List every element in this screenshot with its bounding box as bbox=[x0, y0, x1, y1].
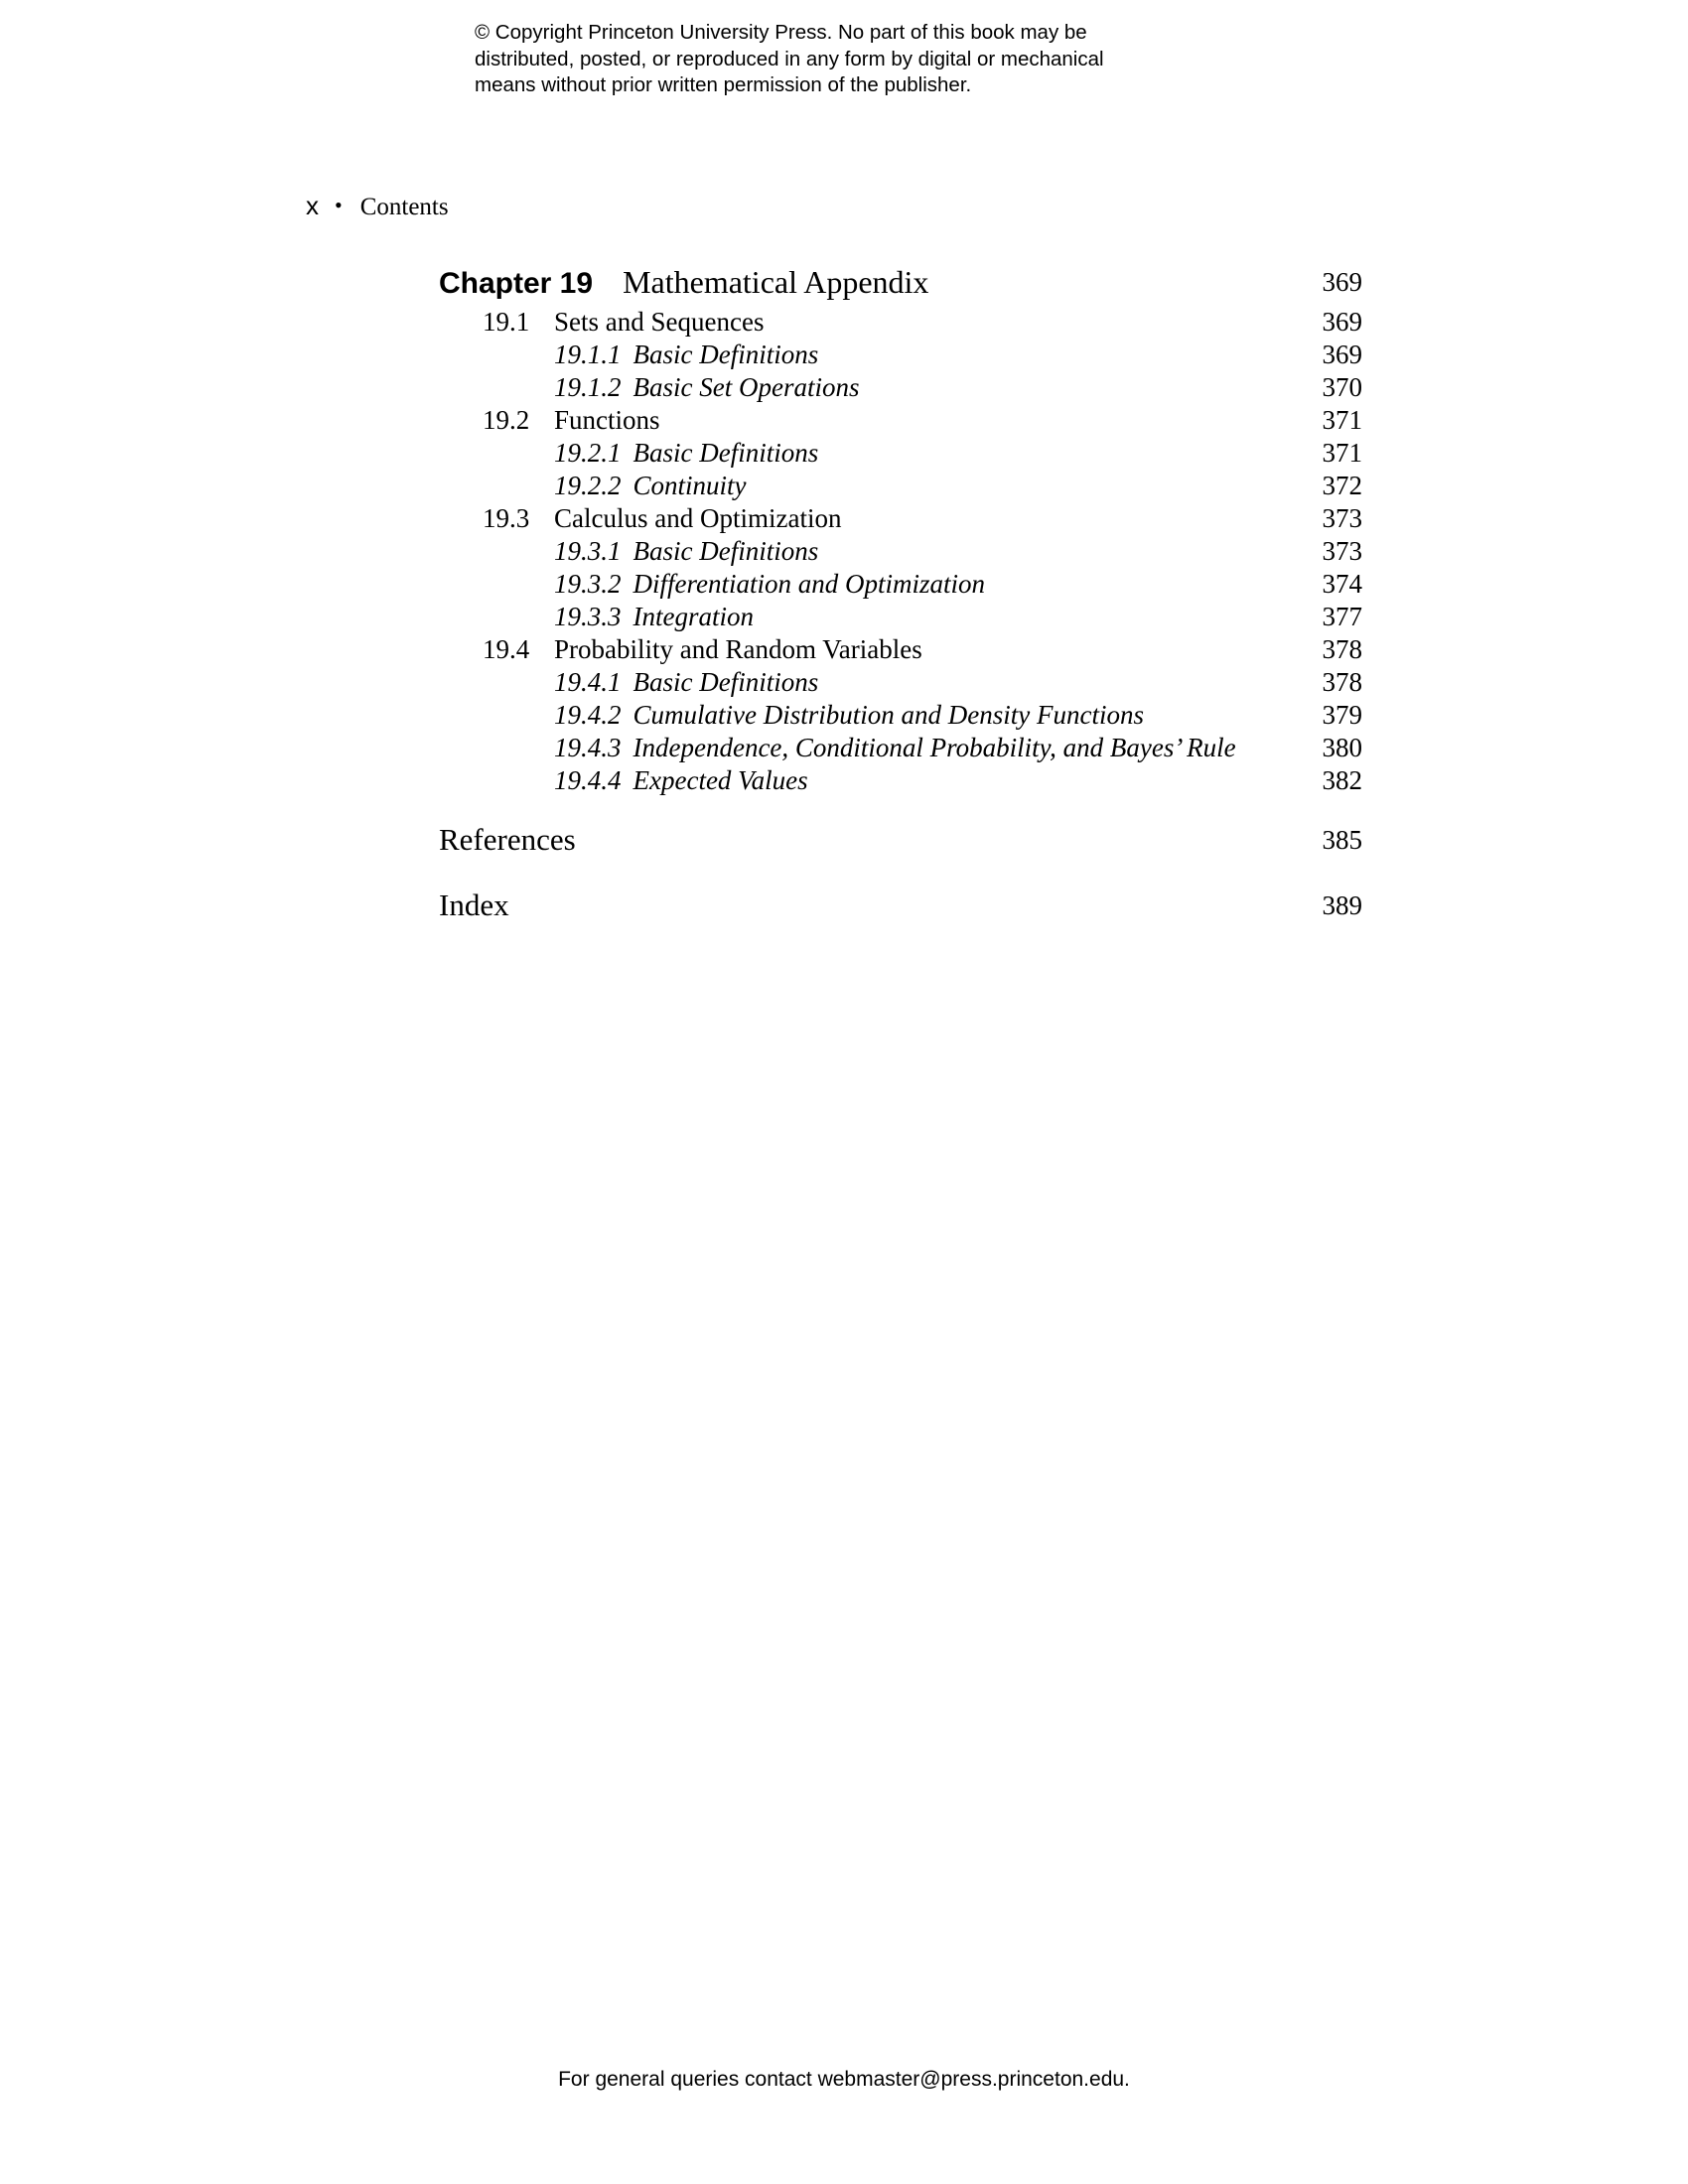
section-number: 19.3 bbox=[483, 503, 530, 533]
table-of-contents bbox=[439, 258, 1362, 926]
footer-contact-note: For general queries contact webmaster@press.princeton.edu. bbox=[558, 2068, 1130, 2091]
page-number: 372 bbox=[1322, 471, 1362, 500]
page-number: 373 bbox=[1322, 503, 1362, 533]
toc-subsection-entry[interactable] bbox=[439, 764, 1362, 797]
toc-subsection-entry[interactable] bbox=[439, 339, 1362, 371]
subsection-number: 19.2.2 bbox=[554, 471, 622, 500]
page-number: 378 bbox=[1322, 634, 1362, 664]
subsection-number: 19.4.4 bbox=[554, 765, 622, 795]
subsection-number: 19.4.2 bbox=[554, 700, 622, 730]
section-title: Probability and Random Variables bbox=[554, 634, 922, 664]
section-title: Functions bbox=[554, 405, 660, 435]
chapter-label: Chapter 19 bbox=[439, 267, 594, 300]
subsection-number: 19.2.1 bbox=[554, 438, 622, 468]
toc-subsection-entry[interactable] bbox=[439, 732, 1362, 764]
subsection-title: Basic Definitions bbox=[633, 438, 819, 468]
page-number: 389 bbox=[1322, 890, 1362, 920]
page-number: 371 bbox=[1322, 405, 1362, 435]
running-head bbox=[306, 191, 449, 222]
toc-subsection-entry[interactable] bbox=[439, 371, 1362, 404]
copyright-line: distributed, posted, or reproduced in any form by digital or mechanical bbox=[475, 47, 1104, 70]
page-number: 371 bbox=[1322, 438, 1362, 468]
section-number: 19.4 bbox=[483, 634, 530, 664]
subsection-title: Differentiation and Optimization bbox=[633, 569, 985, 599]
subsection-number: 19.4.1 bbox=[554, 667, 622, 697]
toc-section-entry[interactable] bbox=[439, 404, 1362, 437]
toc-references-entry[interactable] bbox=[439, 819, 1362, 861]
page-number: 378 bbox=[1322, 667, 1362, 697]
back-matter-title: Index bbox=[439, 887, 509, 922]
copyright-line: means without prior written permission of the publisher. bbox=[475, 73, 972, 96]
copyright-notice bbox=[475, 20, 1229, 99]
subsection-number: 19.4.3 bbox=[554, 733, 622, 762]
toc-subsection-entry[interactable] bbox=[439, 699, 1362, 732]
section-number: 19.1 bbox=[483, 307, 530, 337]
back-matter-title: References bbox=[439, 822, 576, 857]
page-number: 369 bbox=[1322, 307, 1362, 337]
subsection-title: Cumulative Distribution and Density Functions bbox=[633, 700, 1144, 730]
chapter-title: Mathematical Appendix bbox=[623, 264, 929, 300]
toc-chapter-entry[interactable] bbox=[439, 258, 1362, 306]
toc-section-entry[interactable] bbox=[439, 633, 1362, 666]
subsection-number: 19.3.3 bbox=[554, 602, 622, 631]
page-number: 385 bbox=[1322, 825, 1362, 855]
page-number: 380 bbox=[1322, 733, 1362, 762]
page-number: 377 bbox=[1322, 602, 1362, 631]
page-folio: x bbox=[306, 191, 319, 220]
running-head-label: Contents bbox=[359, 194, 449, 220]
page-number: 369 bbox=[1322, 267, 1362, 297]
page-number: 374 bbox=[1322, 569, 1362, 599]
subsection-number: 19.1.1 bbox=[554, 340, 622, 369]
page-number: 373 bbox=[1322, 536, 1362, 566]
subsection-number: 19.3.2 bbox=[554, 569, 622, 599]
subsection-title: Basic Definitions bbox=[633, 340, 819, 369]
toc-subsection-entry[interactable] bbox=[439, 535, 1362, 568]
subsection-title: Continuity bbox=[633, 471, 747, 500]
toc-section-entry[interactable] bbox=[439, 306, 1362, 339]
toc-subsection-entry[interactable] bbox=[439, 568, 1362, 601]
toc-section-entry[interactable] bbox=[439, 502, 1362, 535]
subsection-title: Basic Definitions bbox=[633, 667, 819, 697]
section-title: Sets and Sequences bbox=[554, 307, 765, 337]
subsection-title: Integration bbox=[633, 602, 754, 631]
copyright-line: © Copyright Princeton University Press. No part of this book may be bbox=[475, 21, 1087, 44]
subsection-title: Basic Set Operations bbox=[633, 372, 860, 402]
toc-subsection-entry[interactable] bbox=[439, 601, 1362, 633]
toc-subsection-entry[interactable] bbox=[439, 470, 1362, 502]
page-number: 379 bbox=[1322, 700, 1362, 730]
subsection-title: Basic Definitions bbox=[633, 536, 819, 566]
subsection-title: Expected Values bbox=[633, 765, 808, 795]
toc-subsection-entry[interactable] bbox=[439, 666, 1362, 699]
subsection-title: Independence, Conditional Probability, and Bayes’ Rule bbox=[633, 733, 1236, 762]
page-number: 369 bbox=[1322, 340, 1362, 369]
toc-subsection-entry[interactable] bbox=[439, 437, 1362, 470]
bullet-separator: • bbox=[335, 193, 343, 217]
page-number: 382 bbox=[1322, 765, 1362, 795]
subsection-number: 19.1.2 bbox=[554, 372, 622, 402]
page-number: 370 bbox=[1322, 372, 1362, 402]
toc-index-entry[interactable] bbox=[439, 885, 1362, 926]
subsection-number: 19.3.1 bbox=[554, 536, 622, 566]
section-number: 19.2 bbox=[483, 405, 530, 435]
section-title: Calculus and Optimization bbox=[554, 503, 842, 533]
